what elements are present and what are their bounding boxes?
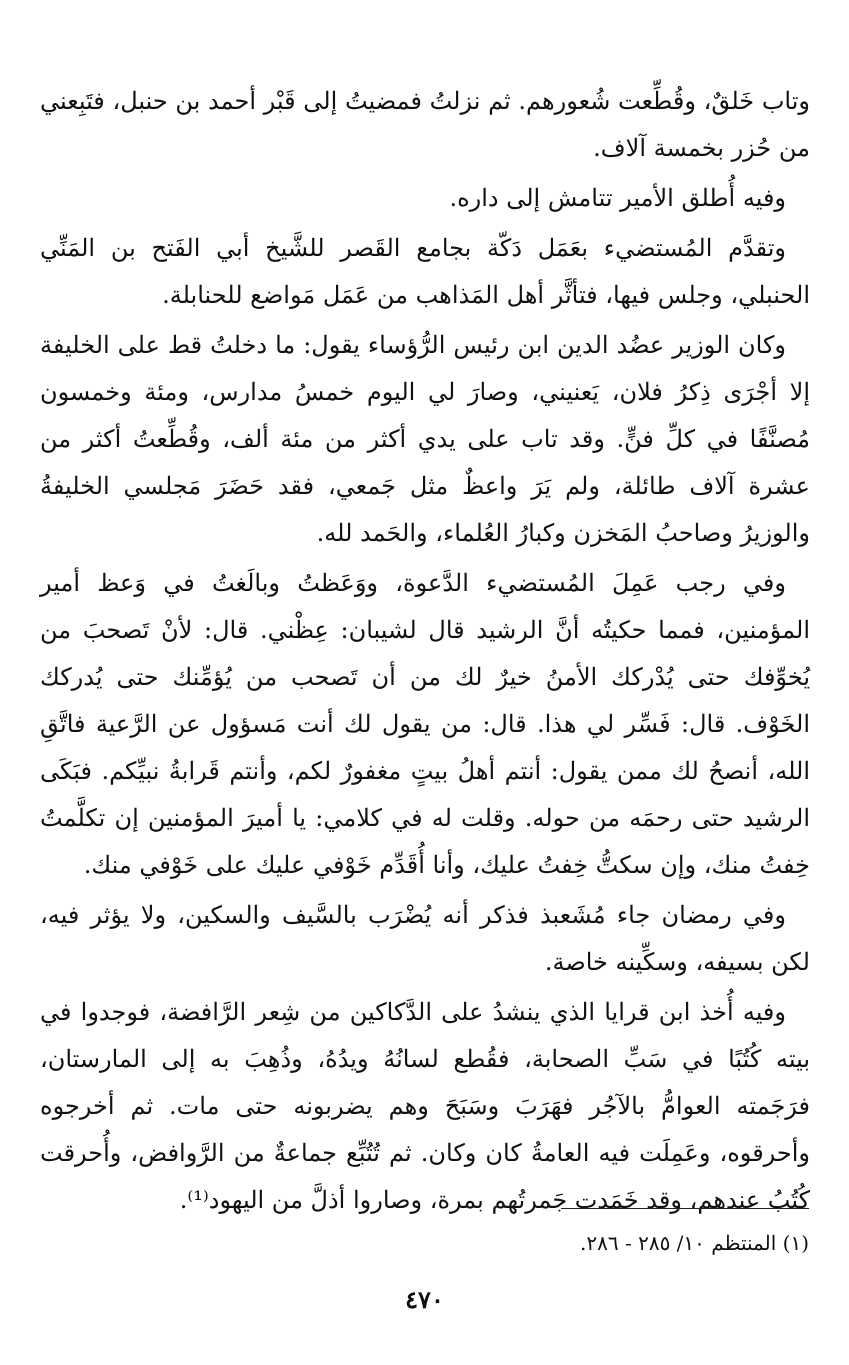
paragraph-4: وكان الوزير عضُد الدين ابن رئيس الرُّؤساء يقول: ما دخلتُ قط على الخليفة إلا أجْرَى ذِكرُ فلان، يَعنيني، وصارَ لي اليوم خمسُ مدارس، ومئة وخمسون مُصنَّفًا في كلِّ فنٍّ. وقد تاب على يدي أكثر من مئة ألف، وقُطِّعتُ أكثر من عشرة آلاف طائلة، ولم يَرَ واعظٌ مثل جَمعي، فقد حَضَرَ مَجلسي الخليفةُ والوزيرُ وصاحبُ المَخزن وكبارُ العُلماء، والحَمد لله.	[40, 331, 811, 547]
footnote-divider	[561, 1208, 809, 1209]
paragraph-6: وفي رمضان جاء مُشَعبذ فذكر أنه يُضْرَب بالسَّيف والسكين، ولا يؤثر فيه، لكن بسيفه، وسكِّينه خاصة.	[40, 901, 810, 976]
paragraph-7: وفيه أُخذ ابن قرايا الذي ينشدُ على الدَّكاكين من شِعر الرَّافضة، فوجدوا في بيته كُتُبًا في سَبِّ الصحابة، فقُطع لسانُهُ ويدُهُ، وذُهِبَ به إلى المارستان، فرَجَمته العوامُّ بالآجُر فهَرَبَ وسَبَحَ وهم يضربونه حتى مات. ثم أخرجوه وأحرقوه، وعَمِلَت فيه العامةُ كان وكان. ثم تُتُبِّع جماعةٌ من الرَّوافض، وأُحرقت كُتُبُ عندهم، وقد خَمَدت جَمرتُهم بمرة، وصاروا أذلَّ من اليهود⁽¹⁾.	[40, 998, 811, 1214]
paragraph-2: وفيه أُطلق الأمير تتامش إلى داره.	[449, 184, 786, 212]
page-body	[40, 78, 810, 1224]
paragraph-5: وفي رجب عَمِلَ المُستضيء الدَّعوة، ووَعَظتُ وبالَغتُ في وَعظ أمير المؤمنين، فمما حكيتُه أنَّ الرشيد قال لشيبان: عِظْني. قال: لأنْ تَصحبَ من يُخوِّفك حتى يُدْركك الأمنُ خيرٌ لك من أن تَصحب من يُؤمِّنك حتى يُدركك الخَوْف. قال: فَسِّر لي هذا. قال: من يقول لك أنت مَسؤول عن الرَّعية فاتَّقِ الله، أنصحُ لك ممن يقول: أنتم أهلُ بيتٍ مغفورٌ لكم، وأنتم قَرابةُ نبيِّكم. فبَكَى الرشيد حتى رحمَه من حوله. وقلت له في كلامي: يا أميرَ المؤمنين إن تكلَّمتُ خِفتُ منك، وإن سكتُّ خِفتُ عليك، وأنا أُقَدِّم خَوْفي عليك على خَوْفي منك.	[40, 569, 810, 879]
paragraph-3: وتقدَّم المُستضيء بعَمَل دَكّة بجامع القَصر للشَّيخ أبي الفَتح بن المَنِّي الحنبلي، وجلس فيها، فتأثَّر أهل المَذاهب من عَمَل مَواضع للحنابلة.	[40, 234, 810, 309]
paragraph-1: وتاب خَلقٌ، وقُطِّعت شُعورهم. ثم نزلتُ فمضيتُ إلى قَبْر أحمد بن حنبل، فتَبِعني من حُزر بخمسة آلاف.	[40, 87, 810, 162]
page-number: ٤٧٠	[405, 1285, 444, 1314]
footnote: (١) المنتظم ١٠/ ٢٨٥ - ٢٨٦.	[580, 1231, 809, 1255]
